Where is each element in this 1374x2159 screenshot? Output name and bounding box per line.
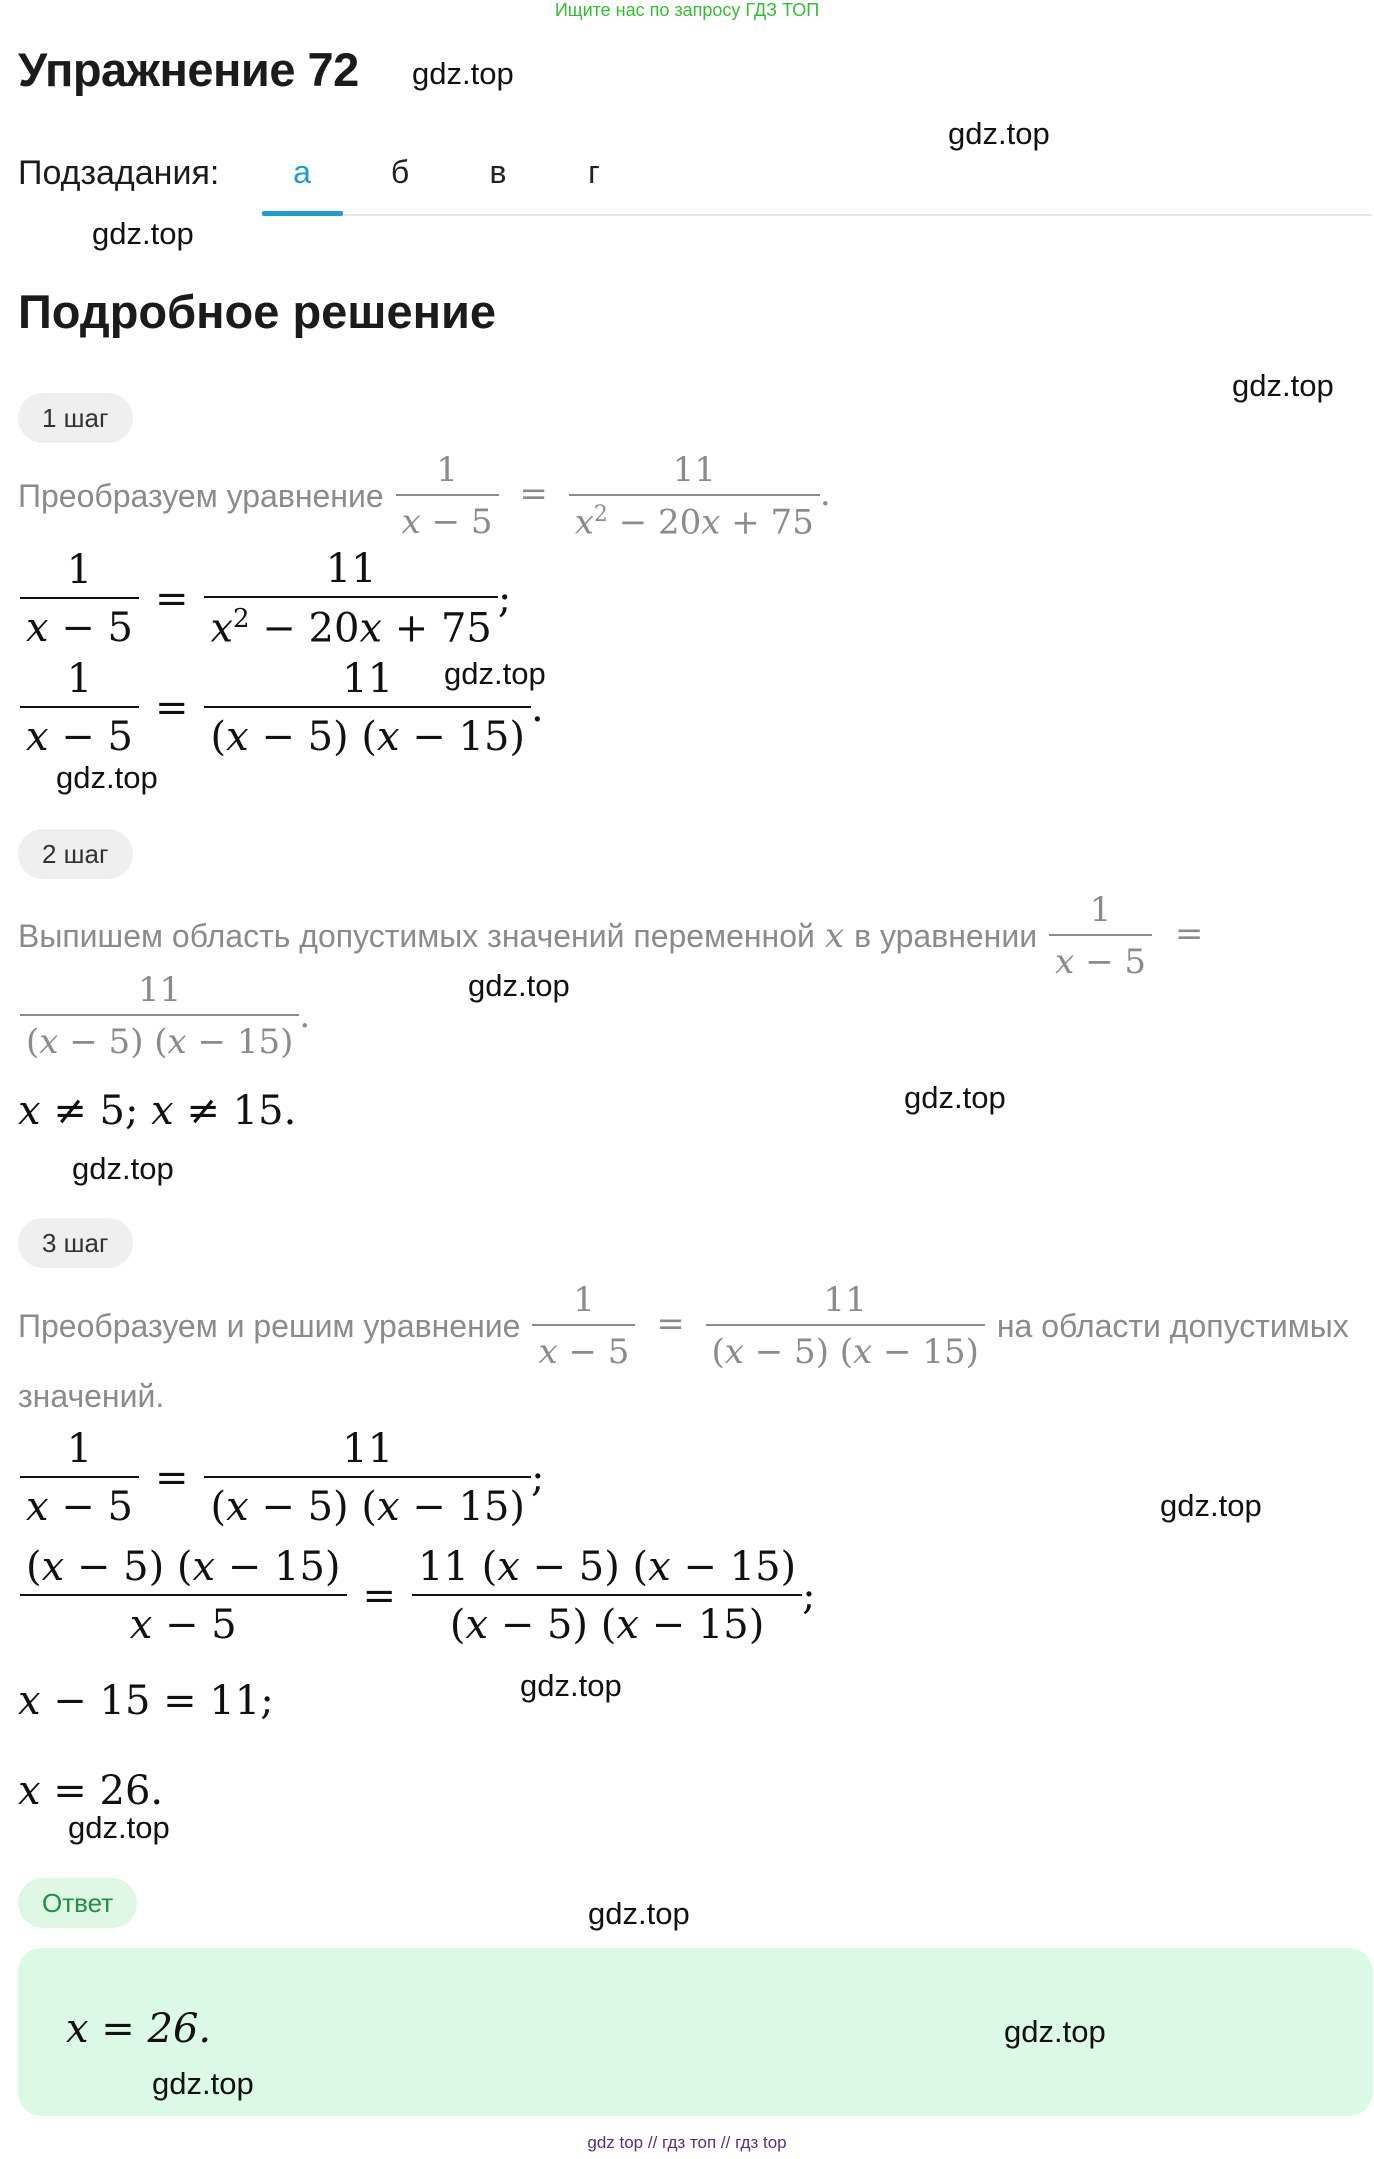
step-3-equation-1: $\frac{1}{x - 5}$ = $\frac{11}{(x - 5) (x - 15)}$ ; xyxy=(20,1424,544,1532)
step-1-equation-2: $\frac{1}{x - 5}$ = $\frac{11}{(x - 5) (x - 15)}$ . xyxy=(20,654,544,762)
step-1-intro-text: Преобразуем уравнение xyxy=(18,477,384,514)
watermark: gdz.top xyxy=(68,1810,170,1845)
watermark: gdz.top xyxy=(72,1151,174,1186)
step-3-intro-cont: значений. xyxy=(18,1378,165,1414)
step-2-intro-text: Выпишем область допустимых значений переменной xyxy=(18,917,815,954)
watermark: gdz.top xyxy=(904,1080,1006,1115)
search-hint-link[interactable]: Ищите нас по запросу ГДЗ ТОП xyxy=(554,0,820,20)
footer-links xyxy=(0,2133,1374,2153)
answer-value xyxy=(66,2006,211,2052)
watermark: gdz.top xyxy=(56,760,158,795)
step-2-intro-equation-right: $\frac{11}{(x - 5) (x - 15)}$ . xyxy=(20,968,310,1064)
step-3-equation-4: x = 26. xyxy=(18,1768,164,1814)
footer-link[interactable]: gdz top xyxy=(587,2133,644,2152)
watermark: gdz.top xyxy=(152,2066,254,2101)
tab-a[interactable]: а xyxy=(293,154,311,190)
watermark: gdz.top xyxy=(92,216,194,251)
tab-b[interactable]: б xyxy=(390,154,410,190)
watermark: gdz.top xyxy=(948,116,1050,151)
step-1-intro xyxy=(18,448,831,544)
step-2-badge: 2 шаг xyxy=(18,829,133,879)
watermark: gdz.top xyxy=(520,1668,622,1703)
tabs-divider xyxy=(262,214,1372,216)
step-2-intro-equation-left: $\frac{1}{x - 5}$ = xyxy=(1049,890,1203,982)
step-3-intro-end: на области допустимых xyxy=(996,1307,1349,1344)
watermark: gdz.top xyxy=(1160,1488,1262,1523)
step-3-badge: 3 шаг xyxy=(18,1218,133,1268)
watermark: gdz.top xyxy=(1004,2014,1106,2049)
watermark: gdz.top xyxy=(1232,368,1334,403)
watermark: gdz.top xyxy=(588,1896,690,1931)
footer-link[interactable]: гдз топ xyxy=(662,2133,717,2152)
step-1-equation-1: $\frac{1}{x - 5}$ = $\frac{11}{x^2 - 20x + 75}$ ; xyxy=(20,545,511,653)
subtasks-label: Подзадания: xyxy=(18,154,220,192)
page-title: Упражнение 72 xyxy=(18,43,359,96)
footer-separator: // xyxy=(647,2133,658,2152)
step-2-intro-mid: в уравнении xyxy=(854,917,1038,954)
step-3-intro-text: Преобразуем и решим уравнение xyxy=(18,1307,521,1344)
tab-g[interactable]: г xyxy=(588,154,600,190)
tab-v[interactable]: в xyxy=(489,154,507,190)
watermark: gdz.top xyxy=(412,56,514,91)
active-tab-indicator xyxy=(262,211,343,216)
step-1-badge: 1 шаг xyxy=(18,393,133,443)
footer-link[interactable]: гдз top xyxy=(735,2133,787,2152)
step-1-intro-equation: $\frac{1}{x - 5}$ = $\frac{11}{x^2 - 20x + 75}$ . xyxy=(396,450,831,542)
step-3-intro-equation: $\frac{1}{x - 5}$ = $\frac{11}{(x - 5) (x - 15)}$ xyxy=(532,1280,984,1372)
section-title: Подробное решение xyxy=(18,285,497,338)
step-3-intro xyxy=(18,1278,1349,1374)
answer-badge: Ответ xyxy=(18,1878,137,1928)
step-3-equation-3: x − 15 = 11; xyxy=(18,1678,274,1724)
step-2-variable: x xyxy=(824,916,845,956)
watermark: gdz.top xyxy=(444,656,546,691)
step-2-domain: x ≠ 5; x ≠ 15. xyxy=(18,1088,297,1134)
footer-separator: // xyxy=(720,2133,731,2152)
watermark: gdz.top xyxy=(468,968,570,1003)
step-3-equation-2: $\frac{(x - 5) (x - 15)}{x - 5}$ = $\frac{11 (x - 5) (x - 15)}{(x - 5) (x - 15)}$ ; xyxy=(20,1540,816,1652)
answer-value-text: x = 26. xyxy=(66,2006,212,2052)
